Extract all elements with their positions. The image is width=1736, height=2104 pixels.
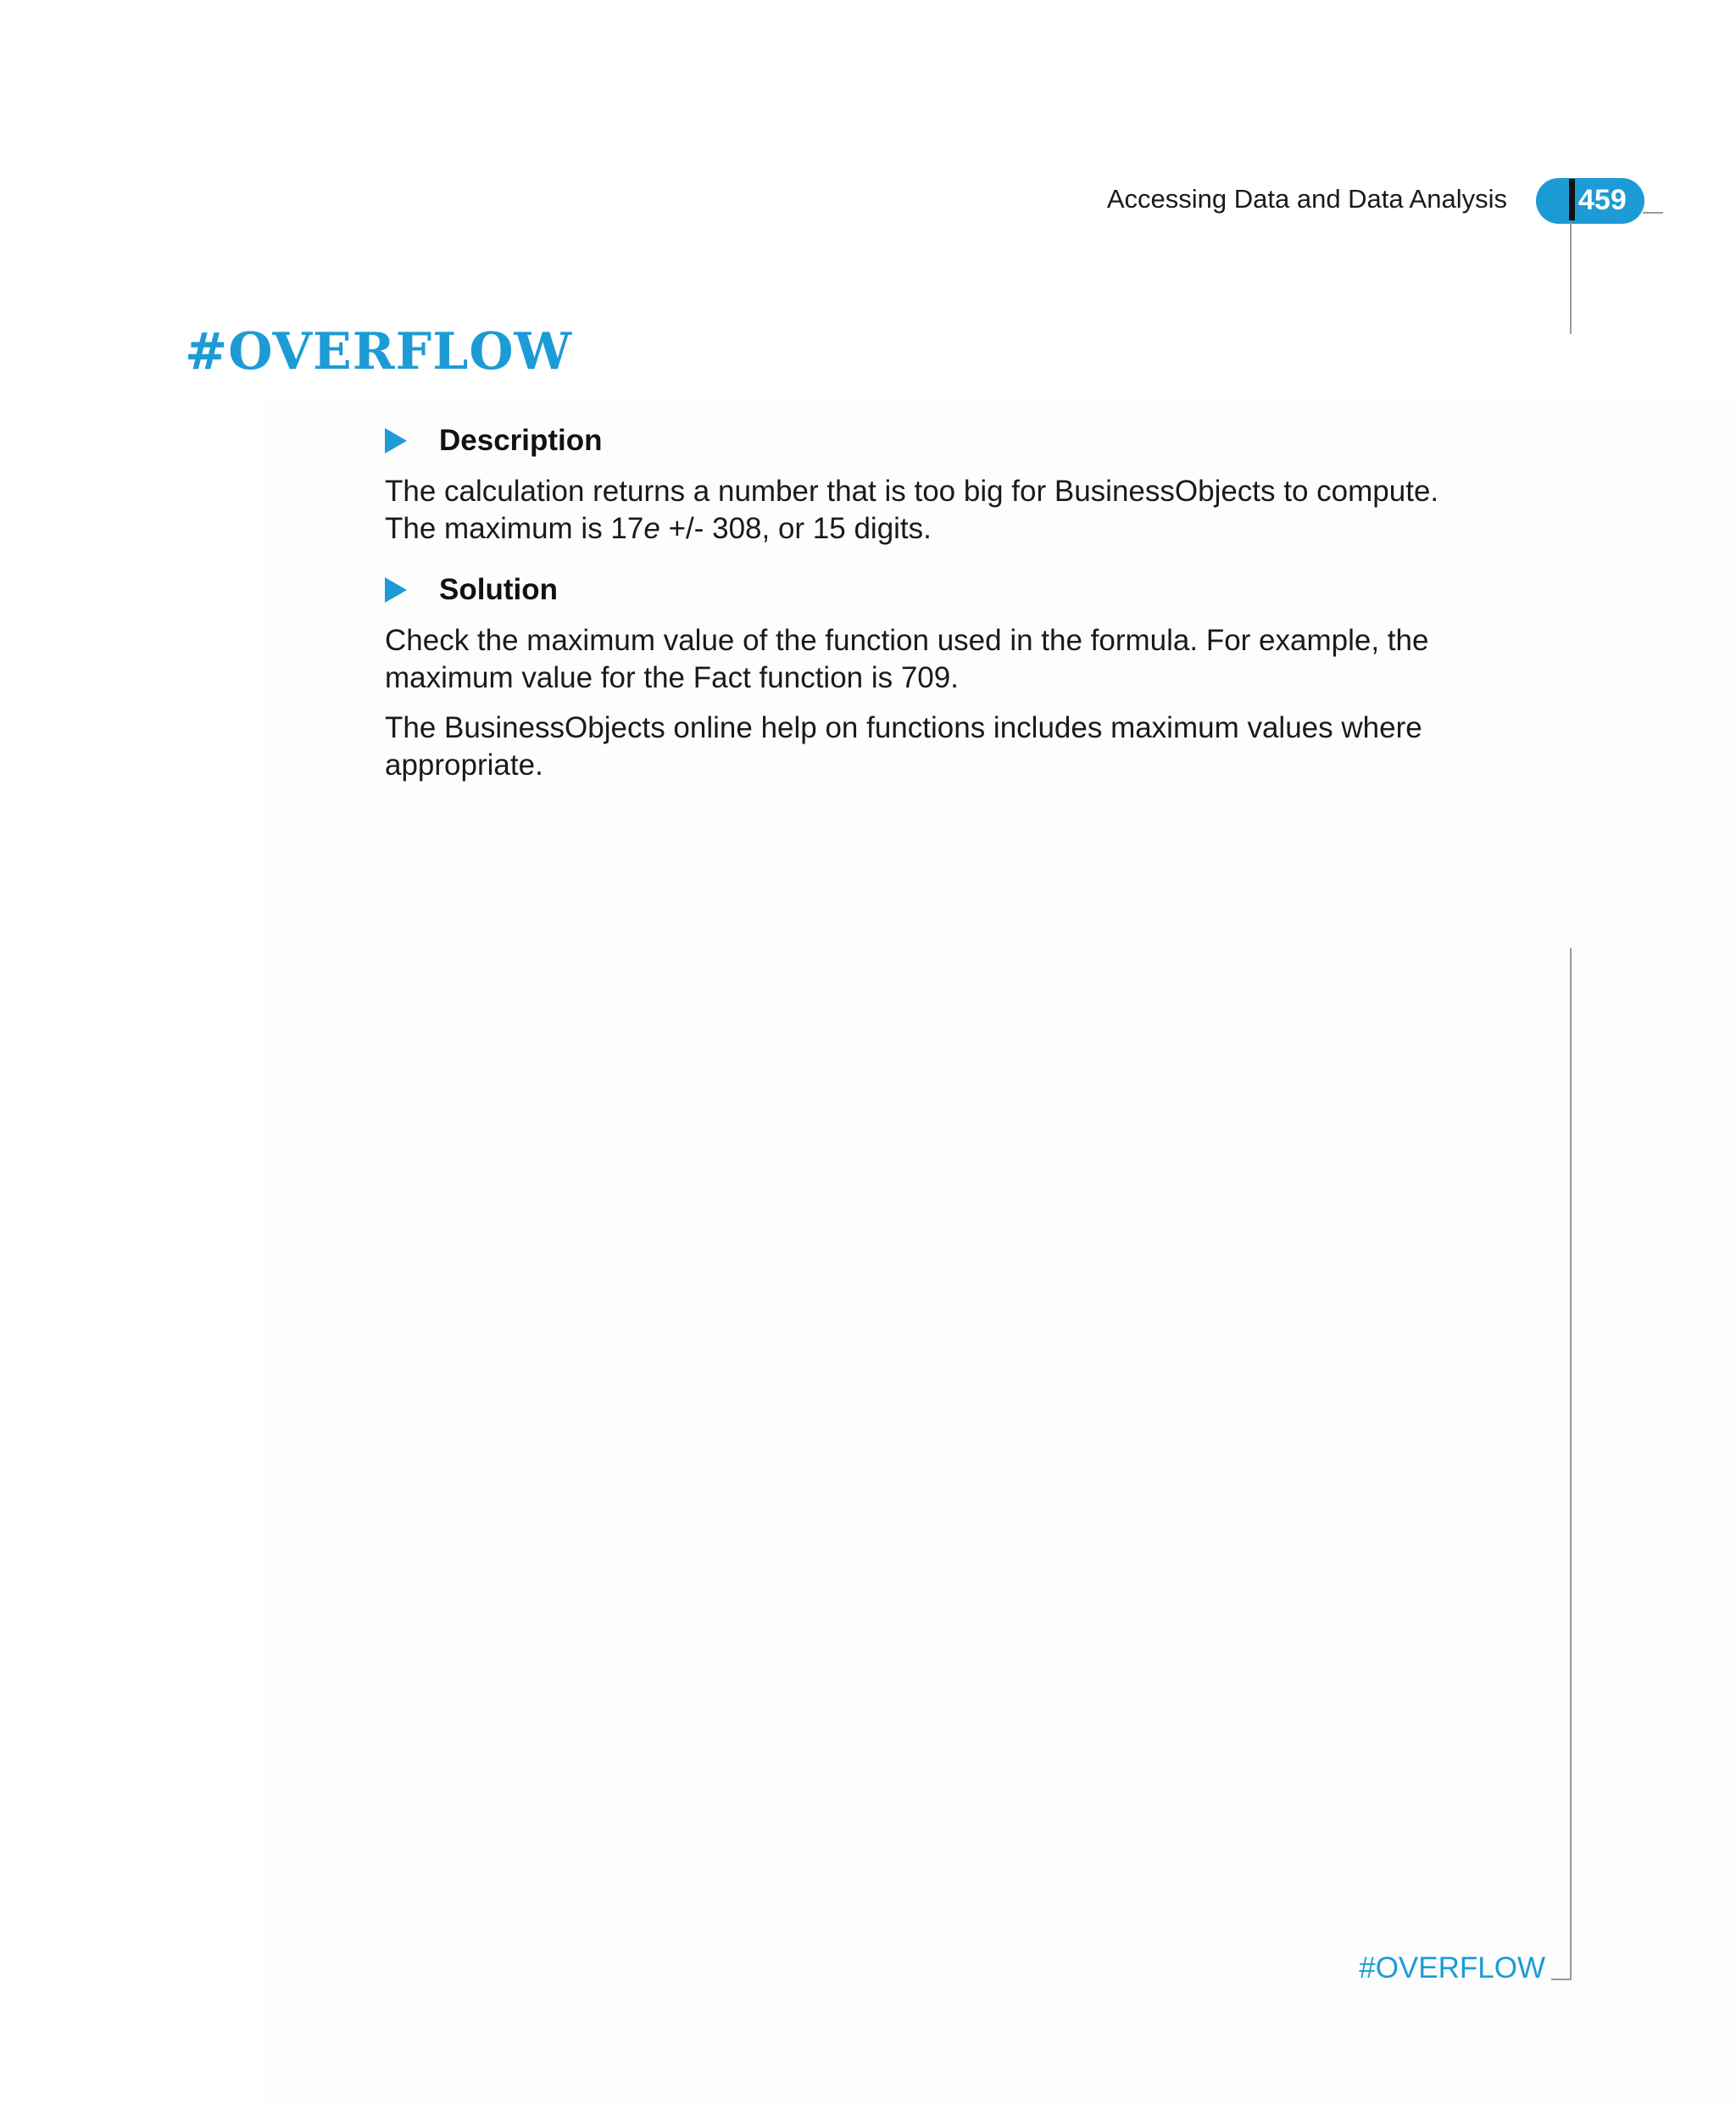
running-header: Accessing Data and Data Analysis (1106, 184, 1507, 214)
solution-paragraph-2: The BusinessObjects online help on functions includes maximum values where appropriate. (385, 711, 1422, 782)
solution-paragraph-1: Check the maximum value of the function used in the formula. For example, the maximum value for the Fact function is 709. (385, 624, 1429, 694)
page-tab-marker (1569, 179, 1575, 220)
description-heading (385, 424, 603, 458)
solution-heading (385, 573, 558, 607)
margin-rule-bottom (1570, 948, 1572, 1980)
description-paragraph (385, 473, 1470, 548)
triangle-right-icon (385, 577, 407, 603)
running-footer: #OVERFLOW (1359, 1951, 1545, 1984)
triangle-right-icon (385, 428, 407, 454)
header-rule (1643, 212, 1663, 214)
page-number: 459 (1578, 184, 1627, 216)
description-heading-label: Description (439, 424, 603, 457)
margin-rule-top (1570, 222, 1572, 334)
footer-rule (1551, 1979, 1572, 1980)
description-line-2-start: The maximum is 17 (385, 512, 644, 545)
description-exponent: e (643, 512, 660, 545)
section-title: #OVERFLOW (185, 322, 573, 381)
solution-heading-label: Solution (439, 573, 558, 606)
description-line-2-end: +/- 308, or 15 digits. (659, 512, 932, 545)
description-line-1: The calculation returns a number that is too big for BusinessObjects to compute. (385, 475, 1439, 508)
